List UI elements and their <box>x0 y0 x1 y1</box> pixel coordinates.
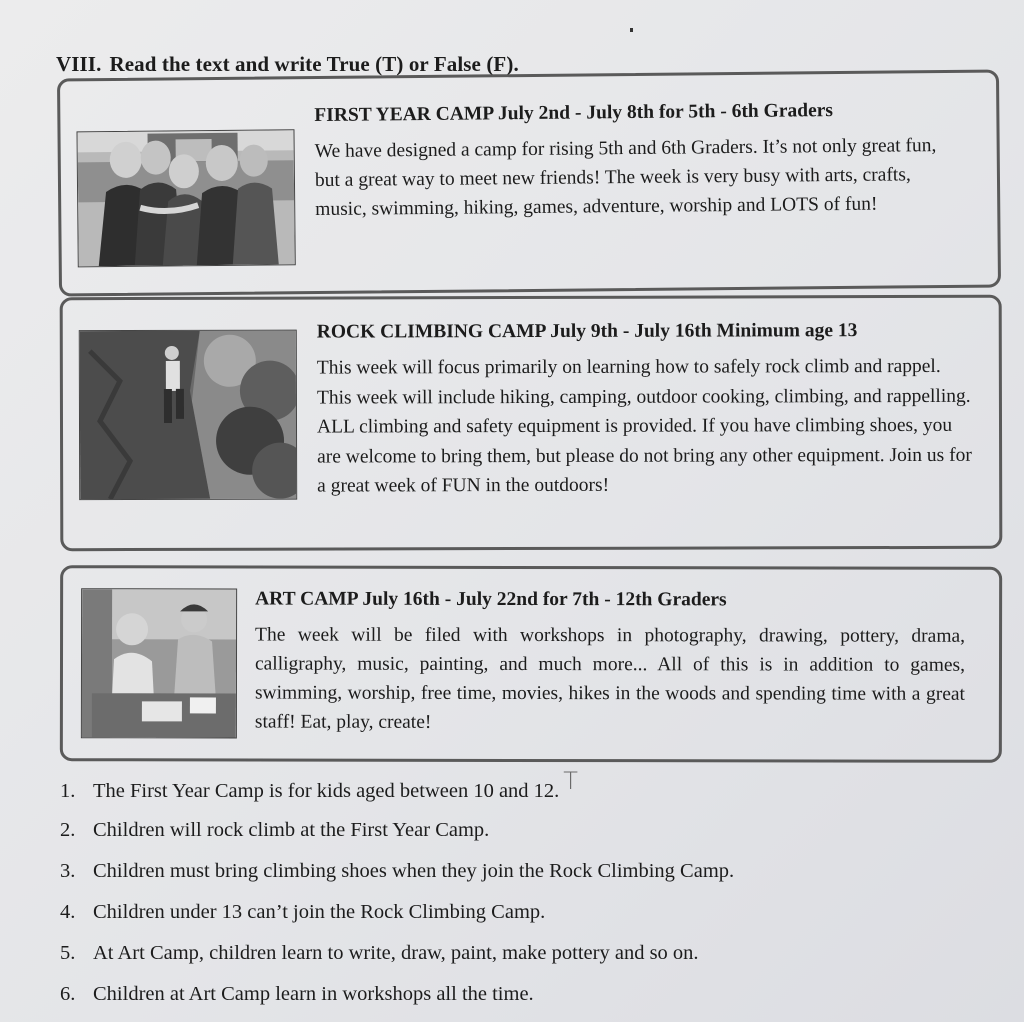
question-number: 3. <box>60 860 76 882</box>
rock-climbing-camp-text <box>317 320 977 501</box>
question-item <box>60 767 960 813</box>
question-text: The First Year Camp is for kids aged between 10 and 12. <box>93 780 560 802</box>
question-text: Children must bring climbing shoes when they join the Rock Climbing Camp. <box>93 860 735 882</box>
camp-description: This week will focus primarily on learning how to safely rock climb and rappel. This week will include hiking, camping, outdoor cooking, climbing, and rappelling. ALL climbing and safety equipment is provided. If you have climbing shoes, you are welcome to bring them, but please do not bring any other equipment. Join us for a great week of FUN in the outdoors! <box>316 355 972 497</box>
question-text: Children will rock climb at the First Year Camp. <box>93 819 490 841</box>
rock-climber-photo <box>79 330 297 501</box>
handwritten-answer[interactable]: T <box>563 767 578 795</box>
art-camp-box <box>60 565 1002 763</box>
question-number: 2. <box>60 819 76 841</box>
question-text: Children at Art Camp learn in workshops all the time. <box>93 983 534 1005</box>
camp-description: We have designed a camp for rising 5th and 6th Graders. It’s not only great fun, but a great way to meet new friends! The week is very busy with arts, crafts, music, swimming, hiking, games, adventure, worship and LOTS of fun! <box>314 135 937 221</box>
kids-group-photo <box>76 129 295 267</box>
rock-climbing-camp-box <box>60 295 1003 551</box>
camp-title: ROCK CLIMBING CAMP July 9th - July 16th Minimum age 13 <box>316 320 858 343</box>
camp-title: FIRST YEAR CAMP July 2nd - July 8th for 5th - 6th Graders <box>314 100 834 127</box>
question-item <box>60 854 960 895</box>
first-year-camp-text <box>314 99 965 224</box>
question-text: At Art Camp, children learn to write, draw, paint, make pottery and so on. <box>93 942 699 964</box>
question-number: 1. <box>60 780 76 802</box>
true-false-questions <box>60 767 960 1018</box>
exercise-instruction: Read the text and write True (T) or False (F). <box>109 52 519 76</box>
question-item <box>60 936 960 977</box>
question-item <box>60 977 960 1018</box>
camp-title: ART CAMP July 16th - July 22nd for 7th - 12th Graders <box>255 588 727 611</box>
art-camp-text <box>255 589 965 738</box>
question-number: 5. <box>60 942 76 964</box>
question-item <box>60 813 960 854</box>
question-text: Children under 13 can’t join the Rock Climbing Camp. <box>93 901 546 923</box>
exercise-heading <box>56 52 519 77</box>
camp-description: The week will be filed with workshops in photography, drawing, pottery, drama, calligraphy, music, painting, and much more... All of this is in addition to games, swimming, worship, free time, movies, hikes in the woods and spending time with a great staff! Eat, play, create! <box>254 624 966 733</box>
first-year-camp-box <box>57 69 1001 296</box>
art-class-photo <box>81 588 237 738</box>
question-number: 6. <box>60 983 76 1005</box>
question-number: 4. <box>60 901 76 923</box>
ink-dot <box>630 28 633 32</box>
exercise-number: VIII. <box>56 52 102 76</box>
question-item <box>60 895 960 936</box>
